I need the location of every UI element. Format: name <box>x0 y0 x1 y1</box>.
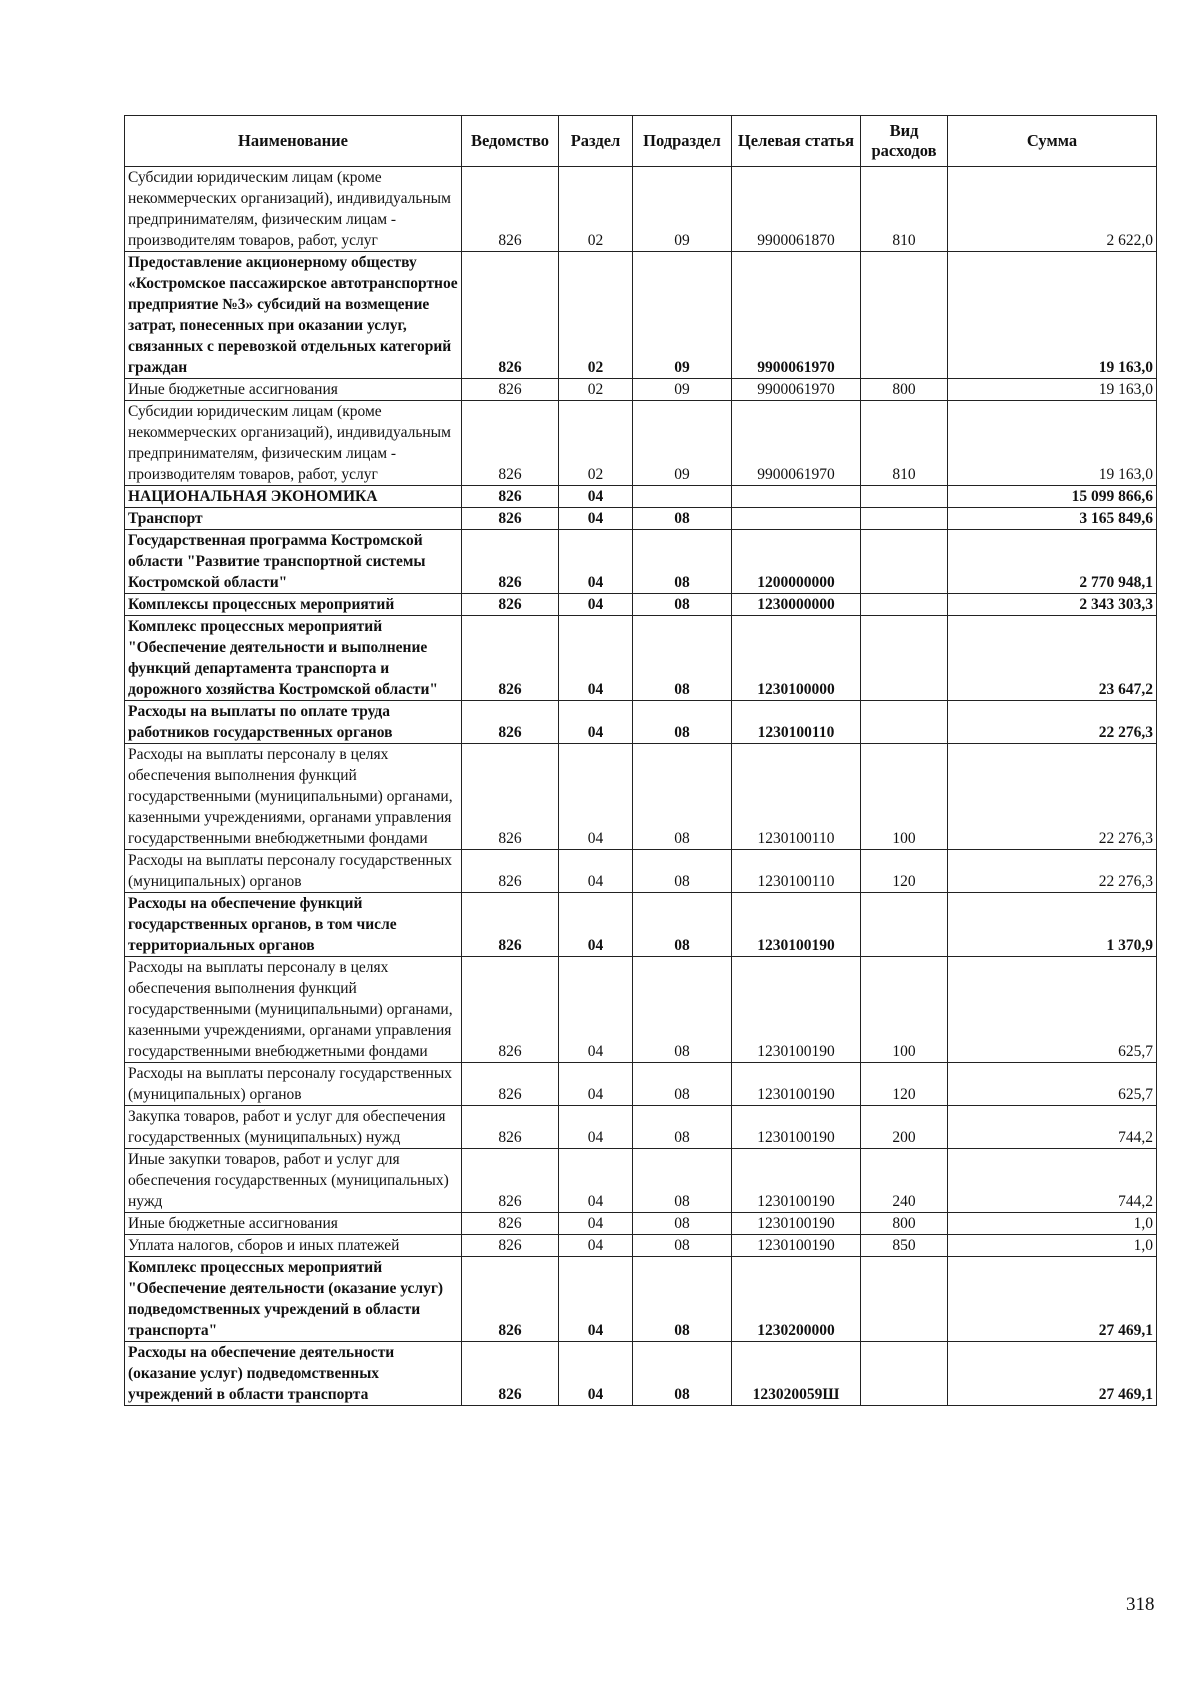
cell-statya: 1230100190 <box>732 1235 861 1257</box>
cell-razdel: 04 <box>559 1106 633 1149</box>
table-row <box>125 508 1157 530</box>
cell-summa: 22 276,3 <box>948 701 1157 744</box>
cell-statya: 9900061870 <box>732 167 861 252</box>
cell-vid <box>861 508 948 530</box>
cell-summa: 2 622,0 <box>948 167 1157 252</box>
cell-name: Государственная программа Костромской области "Развитие транспортной системы Костромской области" <box>125 530 462 594</box>
cell-vid: 120 <box>861 850 948 893</box>
table-row <box>125 1257 1157 1342</box>
header-summa: Сумма <box>948 116 1157 167</box>
header-statya: Целевая статья <box>732 116 861 167</box>
cell-statya: 9900061970 <box>732 401 861 486</box>
cell-summa: 625,7 <box>948 1063 1157 1106</box>
cell-name: Комплекс процессных мероприятий "Обеспечение деятельности (оказание услуг) подведомственных учреждений в области транспорта" <box>125 1257 462 1342</box>
table-row <box>125 1235 1157 1257</box>
cell-vedomstvo: 826 <box>462 850 559 893</box>
cell-vid: 200 <box>861 1106 948 1149</box>
cell-name: Предоставление акционерному обществу «Костромское пассажирское автотранспортное предприятие №3» субсидий на возмещение затрат, понесенных при оказании услуг, связанных с перевозкой отдельных категорий граждан <box>125 252 462 379</box>
cell-vid <box>861 486 948 508</box>
cell-name: Комплекс процессных мероприятий "Обеспечение деятельности и выполнение функций департамента транспорта и дорожного хозяйства Костромской области" <box>125 616 462 701</box>
cell-razdel: 04 <box>559 893 633 957</box>
cell-podrazdel: 08 <box>633 1149 732 1213</box>
cell-razdel: 04 <box>559 530 633 594</box>
cell-podrazdel: 08 <box>633 957 732 1063</box>
cell-name: Расходы на выплаты персоналу государственных (муниципальных) органов <box>125 850 462 893</box>
cell-vid <box>861 616 948 701</box>
cell-name: Субсидии юридическим лицам (кроме некоммерческих организаций), индивидуальным предпринимателям, физическим лицам - производителям товаров, работ, услуг <box>125 167 462 252</box>
cell-podrazdel: 08 <box>633 1106 732 1149</box>
cell-statya: 1230100110 <box>732 850 861 893</box>
cell-summa: 1,0 <box>948 1213 1157 1235</box>
table-row <box>125 616 1157 701</box>
cell-podrazdel: 08 <box>633 1342 732 1406</box>
cell-vid: 810 <box>861 401 948 486</box>
cell-summa: 27 469,1 <box>948 1257 1157 1342</box>
cell-statya: 1230200000 <box>732 1257 861 1342</box>
cell-summa: 3 165 849,6 <box>948 508 1157 530</box>
cell-vedomstvo: 826 <box>462 594 559 616</box>
cell-name: НАЦИОНАЛЬНАЯ ЭКОНОМИКА <box>125 486 462 508</box>
cell-podrazdel: 08 <box>633 1063 732 1106</box>
cell-summa: 1,0 <box>948 1235 1157 1257</box>
cell-vedomstvo: 826 <box>462 1342 559 1406</box>
cell-summa: 2 343 303,3 <box>948 594 1157 616</box>
cell-vid <box>861 594 948 616</box>
cell-statya: 1230100190 <box>732 1063 861 1106</box>
table-row <box>125 1149 1157 1213</box>
cell-name: Иные закупки товаров, работ и услуг для обеспечения государственных (муниципальных) нужд <box>125 1149 462 1213</box>
table-row <box>125 701 1157 744</box>
cell-summa: 15 099 866,6 <box>948 486 1157 508</box>
table-row <box>125 893 1157 957</box>
cell-razdel: 02 <box>559 252 633 379</box>
cell-vid <box>861 1257 948 1342</box>
cell-summa: 625,7 <box>948 957 1157 1063</box>
cell-name: Расходы на обеспечение функций государственных органов, в том числе территориальных органов <box>125 893 462 957</box>
cell-summa: 23 647,2 <box>948 616 1157 701</box>
cell-razdel: 02 <box>559 401 633 486</box>
cell-vid: 800 <box>861 1213 948 1235</box>
cell-razdel: 04 <box>559 701 633 744</box>
table-row <box>125 167 1157 252</box>
table-row <box>125 530 1157 594</box>
cell-vid <box>861 1342 948 1406</box>
cell-vedomstvo: 826 <box>462 1106 559 1149</box>
table-row <box>125 744 1157 850</box>
cell-statya: 1230100190 <box>732 1213 861 1235</box>
cell-vedomstvo: 826 <box>462 252 559 379</box>
cell-vedomstvo: 826 <box>462 379 559 401</box>
cell-vid: 120 <box>861 1063 948 1106</box>
cell-name: Расходы на выплаты персоналу в целях обеспечения выполнения функций государственными (муниципальными) органами, казенными учреждениями, органами управления государственными внебюджетными фондами <box>125 744 462 850</box>
cell-statya: 1230100190 <box>732 1149 861 1213</box>
cell-podrazdel: 08 <box>633 530 732 594</box>
cell-podrazdel: 09 <box>633 252 732 379</box>
header-vid: Вид расходов <box>861 116 948 167</box>
cell-vedomstvo: 826 <box>462 1235 559 1257</box>
cell-statya: 1200000000 <box>732 530 861 594</box>
cell-podrazdel: 08 <box>633 850 732 893</box>
cell-vid: 100 <box>861 957 948 1063</box>
cell-vedomstvo: 826 <box>462 957 559 1063</box>
cell-summa: 19 163,0 <box>948 252 1157 379</box>
cell-name: Субсидии юридическим лицам (кроме некоммерческих организаций), индивидуальным предпринимателям, физическим лицам - производителям товаров, работ, услуг <box>125 401 462 486</box>
cell-podrazdel: 09 <box>633 379 732 401</box>
header-razdel: Раздел <box>559 116 633 167</box>
cell-razdel: 04 <box>559 850 633 893</box>
cell-summa: 22 276,3 <box>948 744 1157 850</box>
cell-vid: 850 <box>861 1235 948 1257</box>
cell-name: Расходы на выплаты по оплате труда работников государственных органов <box>125 701 462 744</box>
cell-vedomstvo: 826 <box>462 1063 559 1106</box>
cell-razdel: 04 <box>559 744 633 850</box>
cell-razdel: 04 <box>559 616 633 701</box>
cell-vedomstvo: 826 <box>462 701 559 744</box>
cell-podrazdel: 08 <box>633 616 732 701</box>
table-row <box>125 957 1157 1063</box>
cell-summa: 19 163,0 <box>948 401 1157 486</box>
cell-name: Расходы на обеспечение деятельности (оказание услуг) подведомственных учреждений в области транспорта <box>125 1342 462 1406</box>
cell-razdel: 04 <box>559 1063 633 1106</box>
table-row <box>125 252 1157 379</box>
cell-razdel: 04 <box>559 486 633 508</box>
cell-statya: 123020059Ш <box>732 1342 861 1406</box>
cell-vedomstvo: 826 <box>462 1257 559 1342</box>
header-podrazdel: Подраздел <box>633 116 732 167</box>
cell-name: Комплексы процессных мероприятий <box>125 594 462 616</box>
cell-vedomstvo: 826 <box>462 1149 559 1213</box>
cell-razdel: 04 <box>559 1257 633 1342</box>
cell-name: Иные бюджетные ассигнования <box>125 379 462 401</box>
table-row <box>125 594 1157 616</box>
cell-summa: 27 469,1 <box>948 1342 1157 1406</box>
cell-name: Иные бюджетные ассигнования <box>125 1213 462 1235</box>
cell-vedomstvo: 826 <box>462 893 559 957</box>
cell-statya: 1230100190 <box>732 1106 861 1149</box>
cell-razdel: 04 <box>559 957 633 1063</box>
cell-vedomstvo: 826 <box>462 486 559 508</box>
cell-vid <box>861 701 948 744</box>
cell-podrazdel <box>633 486 732 508</box>
cell-podrazdel: 08 <box>633 1235 732 1257</box>
table-row <box>125 850 1157 893</box>
cell-razdel: 04 <box>559 1342 633 1406</box>
cell-statya: 9900061970 <box>732 252 861 379</box>
cell-podrazdel: 08 <box>633 744 732 850</box>
cell-statya: 9900061970 <box>732 379 861 401</box>
cell-podrazdel: 08 <box>633 701 732 744</box>
cell-statya: 1230100190 <box>732 893 861 957</box>
cell-statya: 1230000000 <box>732 594 861 616</box>
cell-name: Уплата налогов, сборов и иных платежей <box>125 1235 462 1257</box>
cell-razdel: 04 <box>559 1235 633 1257</box>
cell-podrazdel: 08 <box>633 508 732 530</box>
cell-razdel: 04 <box>559 594 633 616</box>
cell-vedomstvo: 826 <box>462 401 559 486</box>
header-name: Наименование <box>125 116 462 167</box>
page-number: 318 <box>1126 1594 1155 1615</box>
cell-razdel: 04 <box>559 1149 633 1213</box>
cell-vedomstvo: 826 <box>462 744 559 850</box>
table-row <box>125 379 1157 401</box>
cell-podrazdel: 09 <box>633 401 732 486</box>
cell-summa: 22 276,3 <box>948 850 1157 893</box>
table-row <box>125 1063 1157 1106</box>
cell-summa: 1 370,9 <box>948 893 1157 957</box>
cell-name: Расходы на выплаты персоналу государственных (муниципальных) органов <box>125 1063 462 1106</box>
table-row <box>125 1106 1157 1149</box>
cell-podrazdel: 08 <box>633 893 732 957</box>
cell-vedomstvo: 826 <box>462 508 559 530</box>
cell-vid: 810 <box>861 167 948 252</box>
cell-statya: 1230100190 <box>732 957 861 1063</box>
cell-vid <box>861 893 948 957</box>
cell-summa: 2 770 948,1 <box>948 530 1157 594</box>
cell-statya <box>732 508 861 530</box>
table-row <box>125 1342 1157 1406</box>
table-row <box>125 486 1157 508</box>
cell-statya <box>732 486 861 508</box>
table-row <box>125 401 1157 486</box>
cell-vedomstvo: 826 <box>462 530 559 594</box>
cell-razdel: 04 <box>559 1213 633 1235</box>
header-vedomstvo: Ведомство <box>462 116 559 167</box>
cell-razdel: 02 <box>559 379 633 401</box>
table-header-row <box>125 116 1157 167</box>
cell-podrazdel: 08 <box>633 1213 732 1235</box>
cell-podrazdel: 09 <box>633 167 732 252</box>
cell-name: Расходы на выплаты персоналу в целях обеспечения выполнения функций государственными (муниципальными) органами, казенными учреждениями, органами управления государственными внебюджетными фондами <box>125 957 462 1063</box>
cell-summa: 744,2 <box>948 1106 1157 1149</box>
cell-vid <box>861 252 948 379</box>
budget-table <box>124 115 1157 1406</box>
cell-vid: 240 <box>861 1149 948 1213</box>
cell-vid: 100 <box>861 744 948 850</box>
cell-name: Закупка товаров, работ и услуг для обеспечения государственных (муниципальных) нужд <box>125 1106 462 1149</box>
cell-podrazdel: 08 <box>633 1257 732 1342</box>
cell-summa: 744,2 <box>948 1149 1157 1213</box>
cell-vid <box>861 530 948 594</box>
cell-name: Транспорт <box>125 508 462 530</box>
cell-podrazdel: 08 <box>633 594 732 616</box>
table-row <box>125 1213 1157 1235</box>
cell-vedomstvo: 826 <box>462 167 559 252</box>
cell-vedomstvo: 826 <box>462 1213 559 1235</box>
cell-summa: 19 163,0 <box>948 379 1157 401</box>
cell-razdel: 02 <box>559 167 633 252</box>
table-body <box>125 167 1157 1406</box>
cell-vedomstvo: 826 <box>462 616 559 701</box>
cell-vid: 800 <box>861 379 948 401</box>
cell-razdel: 04 <box>559 508 633 530</box>
cell-statya: 1230100110 <box>732 744 861 850</box>
cell-statya: 1230100110 <box>732 701 861 744</box>
cell-statya: 1230100000 <box>732 616 861 701</box>
